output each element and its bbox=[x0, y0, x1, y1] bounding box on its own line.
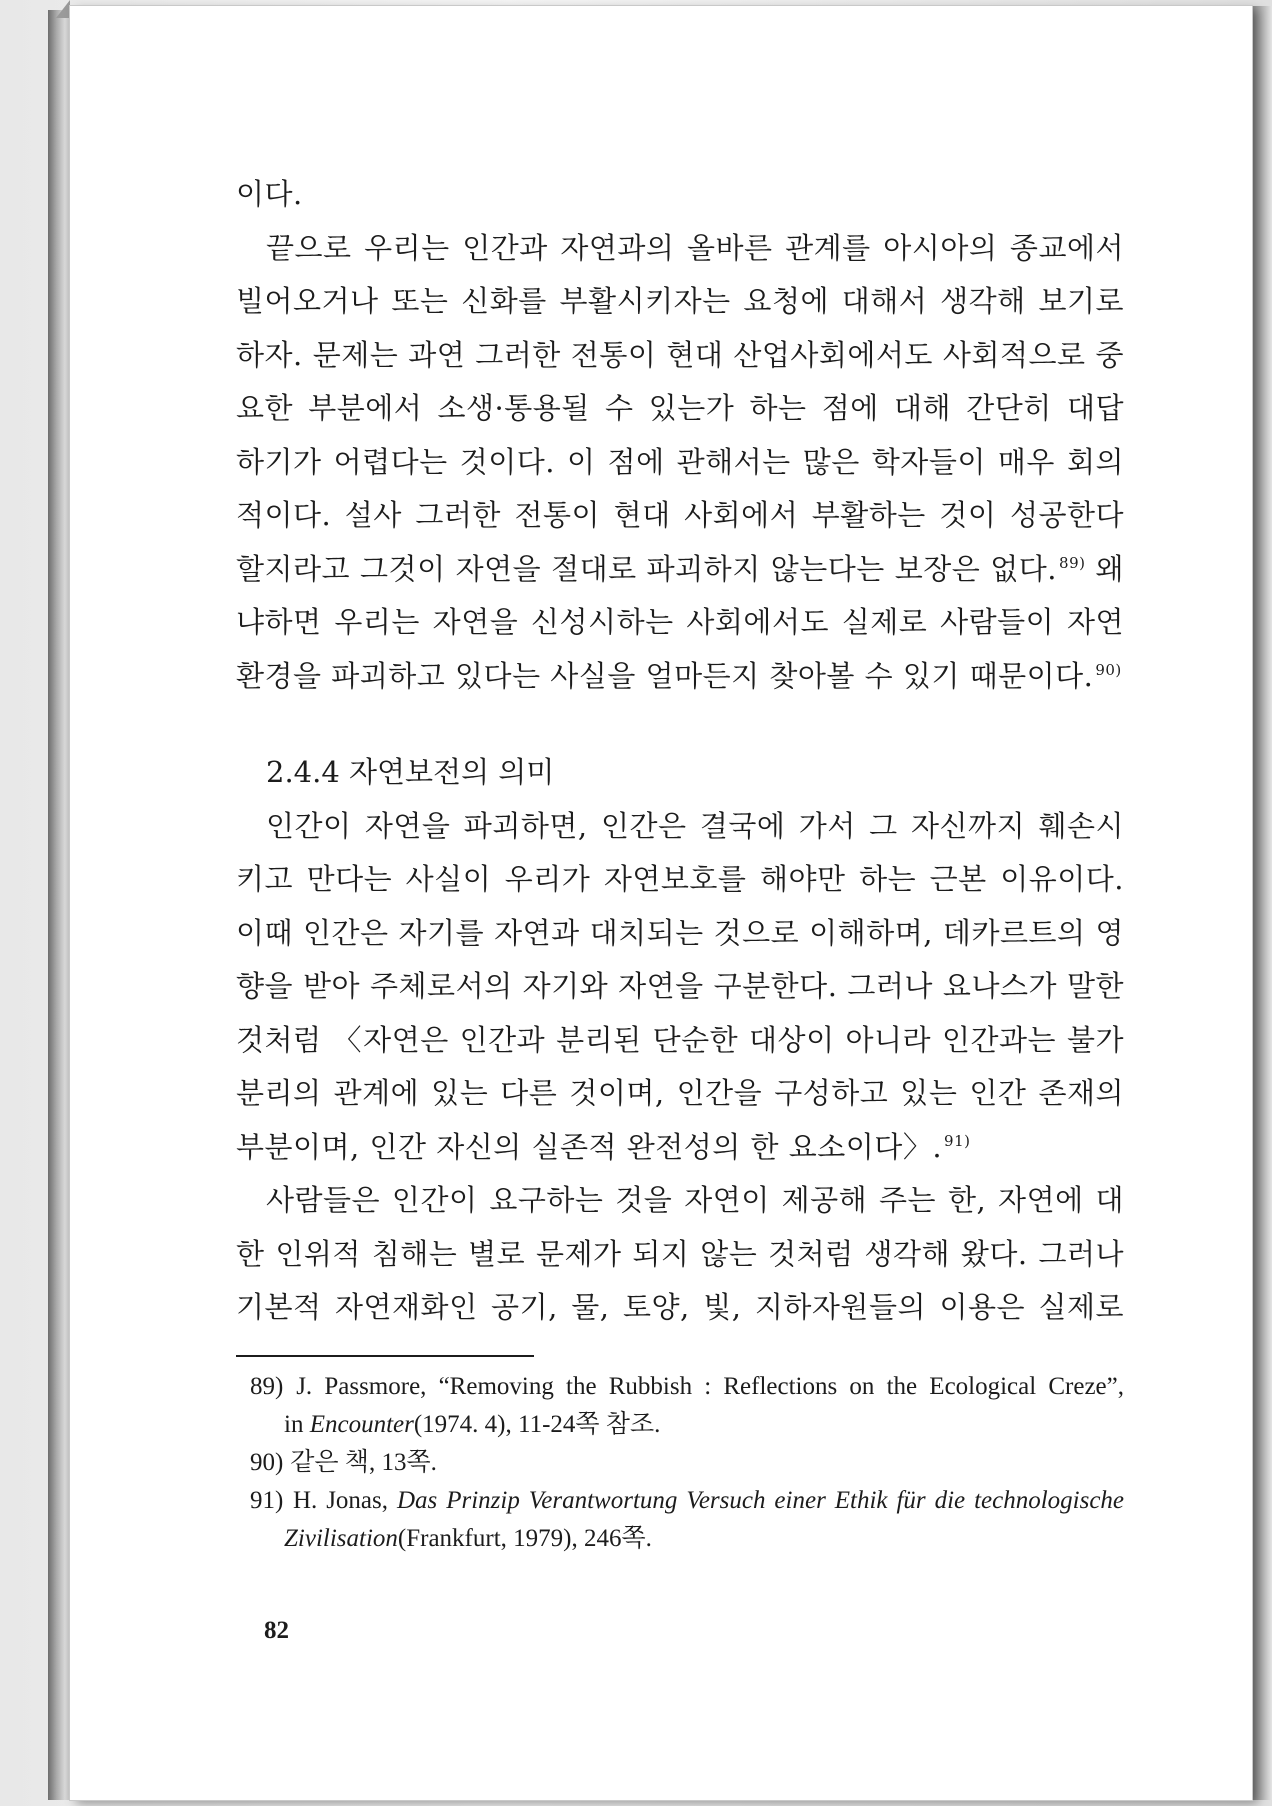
footnote-text: in bbox=[284, 1411, 310, 1438]
journal-title: Encounter bbox=[309, 1411, 414, 1438]
text-line: 끝으로 우리는 인간과 자연과의 올바른 관계를 아시아의 종교에서 bbox=[266, 230, 1124, 265]
text-line-with-note bbox=[236, 650, 1124, 704]
footnote-89 bbox=[250, 1368, 1124, 1406]
text-line: 하자. 문제는 과연 그러한 전통이 현대 산업사회에서도 사회적으로 중 bbox=[236, 337, 1124, 372]
text-segment: 환경을 파괴하고 있다는 사실을 얼마든지 찾아볼 수 있기 때문이다. bbox=[236, 658, 1094, 693]
text-line: 이때 인간은 자기를 자연과 대치되는 것으로 이해하며, 데카르트의 영 bbox=[236, 915, 1124, 950]
footnotes bbox=[250, 1368, 1124, 1558]
footnote-89-continued bbox=[250, 1406, 1124, 1444]
footnote-number: 91) bbox=[250, 1487, 284, 1514]
page-number: 82 bbox=[264, 1617, 289, 1644]
text-segment: 부분이며, 인간 자신의 실존적 완전성의 한 요소이다〉. bbox=[236, 1129, 943, 1164]
text-line-with-note bbox=[236, 543, 1124, 597]
text-segment: 왜 bbox=[1085, 551, 1124, 586]
footnote-90 bbox=[250, 1444, 1124, 1482]
text-line: 냐하면 우리는 자연을 신성시하는 사회에서도 실제로 사람들이 자연 bbox=[236, 605, 1124, 639]
footnote-text: J. Passmore, “Removing the Rubbish : Reflections on the Ecological Creze”, bbox=[296, 1373, 1124, 1400]
text-line: 요한 부분에서 소생·통용될 수 있는가 하는 점에 대해 간단히 대답 bbox=[236, 391, 1124, 425]
footnote-marker-90: 90) bbox=[1095, 660, 1122, 679]
footnote-text: (Frankfurt, 1979), 246쪽. bbox=[397, 1525, 652, 1552]
footnote-text: 같은 책, 13쪽. bbox=[290, 1449, 437, 1476]
footnote-marker-89: 89) bbox=[1059, 553, 1086, 572]
footnote-marker-91: 91) bbox=[944, 1131, 971, 1150]
section-heading: 2.4.4 자연보전의 의미 bbox=[266, 755, 555, 789]
footnote-number: 89) bbox=[250, 1373, 284, 1400]
body-text bbox=[236, 168, 1124, 1335]
text-line: 분리의 관계에 있는 다른 것이며, 인간을 구성하고 있는 인간 존재의 bbox=[236, 1076, 1124, 1110]
book-spine-edge bbox=[48, 10, 72, 1800]
text-line: 향을 받아 주체로서의 자기와 자연을 구분한다. 그러나 요나스가 말한 bbox=[236, 969, 1124, 1003]
footnote-divider bbox=[236, 1355, 534, 1357]
section-spacer bbox=[236, 703, 1124, 746]
text-segment: 할지라고 그것이 자연을 절대로 파괴하지 않는다는 보장은 없다. bbox=[236, 551, 1058, 586]
text-line: 인간이 자연을 파괴하면, 인간은 결국에 가서 그 자신까지 훼손시 bbox=[266, 808, 1124, 843]
text-line: 사람들은 인간이 요구하는 것을 자연이 제공해 주는 한, 자연에 대 bbox=[266, 1183, 1124, 1217]
footnote-author: H. Jonas, bbox=[292, 1487, 397, 1514]
text-line: 적이다. 설사 그러한 전통이 현대 사회에서 부활하는 것이 성공한다 bbox=[236, 498, 1124, 532]
text-line-with-note bbox=[236, 1121, 1124, 1175]
page-corner-fold bbox=[56, 0, 70, 18]
text-line: 키고 만다는 사실이 우리가 자연보호를 해야만 하는 근본 이유이다. bbox=[236, 862, 1124, 896]
text-line: 빌어오거나 또는 신화를 부활시키자는 요청에 대해서 생각해 보기로 bbox=[236, 284, 1124, 318]
text-line: 한 인위적 침해는 별로 문제가 되지 않는 것처럼 생각해 왔다. 그러나 bbox=[236, 1236, 1124, 1271]
footnote-text: (1974. 4), 11-24쪽 참조. bbox=[413, 1411, 661, 1438]
book-title: Das Prinzip Verantwortung Versuch einer Ethik für die technologische bbox=[396, 1487, 1125, 1514]
footnote-91-continued bbox=[250, 1520, 1124, 1558]
text-line: 하기가 어렵다는 것이다. 이 점에 관해서는 많은 학자들이 매우 회의 bbox=[236, 444, 1124, 479]
book-title-continued: Zivilisation bbox=[284, 1525, 398, 1552]
text-line: 것처럼 〈자연은 인간과 분리된 단순한 대상이 아니라 인간과는 불가 bbox=[236, 1022, 1124, 1057]
footnote-number: 90) bbox=[250, 1449, 284, 1476]
text-line: 이다. bbox=[236, 177, 303, 211]
page-right-edge-shadow bbox=[1252, 6, 1272, 1800]
footnote-91 bbox=[250, 1482, 1124, 1520]
text-line: 기본적 자연재화인 공기, 물, 토양, 빛, 지하자원들의 이용은 실제로 bbox=[236, 1290, 1124, 1324]
